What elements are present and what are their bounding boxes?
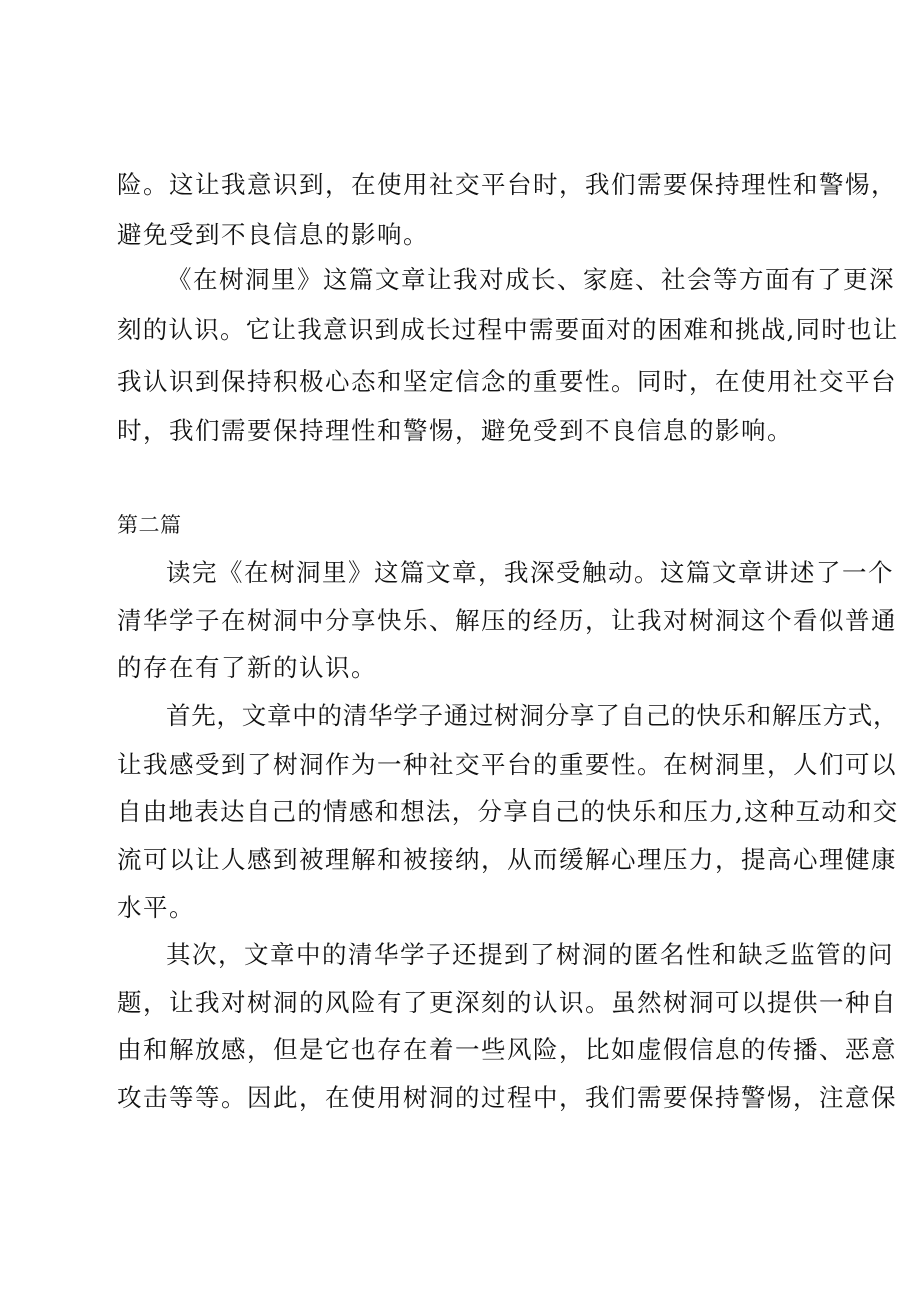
- paragraph-line: 避免受到不良信息的影响。: [117, 220, 429, 249]
- paragraph-line: 读完《在树洞里》这篇文章，我深受触动。这篇文章讲述了一个: [166, 558, 894, 587]
- paragraph-line: 由和解放感，但是它也存在着一些风险，比如虚假信息的传播、恶意: [117, 1035, 897, 1064]
- paragraph-line: 攻击等等。因此，在使用树洞的过程中，我们需要保持警惕，注意保: [117, 1083, 897, 1112]
- paragraph-line: 刻的认识。它让我意识到成长过程中需要面对的困难和挑战,同时也让: [117, 315, 899, 344]
- paragraph-line: 水平。: [117, 893, 195, 922]
- paragraph-line: 我认识到保持积极心态和坚定信念的重要性。同时，在使用社交平台: [117, 367, 897, 396]
- paragraph-line: 让我感受到了树洞作为一种社交平台的重要性。在树洞里，人们可以: [117, 750, 897, 779]
- paragraph-line: 险。这让我意识到，在使用社交平台时，我们需要保持理性和警惕，: [117, 170, 897, 199]
- paragraph-line: 清华学子在树洞中分享快乐、解压的经历，让我对树洞这个看似普通: [117, 606, 897, 635]
- paragraph-line: 自由地表达自己的情感和想法，分享自己的快乐和压力,这种互动和交: [117, 797, 899, 826]
- paragraph-line: 题，让我对树洞的风险有了更深刻的认识。虽然树洞可以提供一种自: [117, 988, 897, 1017]
- paragraph-line: 《在树洞里》这篇文章让我对成长、家庭、社会等方面有了更深: [167, 265, 895, 294]
- paragraph-line: 时，我们需要保持理性和警惕，避免受到不良信息的影响。: [117, 416, 793, 445]
- paragraph-line: 流可以让人感到被理解和被接纳，从而缓解心理压力，提高心理健康: [117, 845, 897, 874]
- paragraph-line: 的存在有了新的认识。: [117, 653, 377, 682]
- paragraph-line: 首先，文章中的清华学子通过树洞分享了自己的快乐和解压方式，: [166, 701, 899, 730]
- paragraph-line: 其次，文章中的清华学子还提到了树洞的匿名性和缺乏监管的问: [166, 940, 894, 969]
- section-heading: 第二篇: [117, 513, 182, 537]
